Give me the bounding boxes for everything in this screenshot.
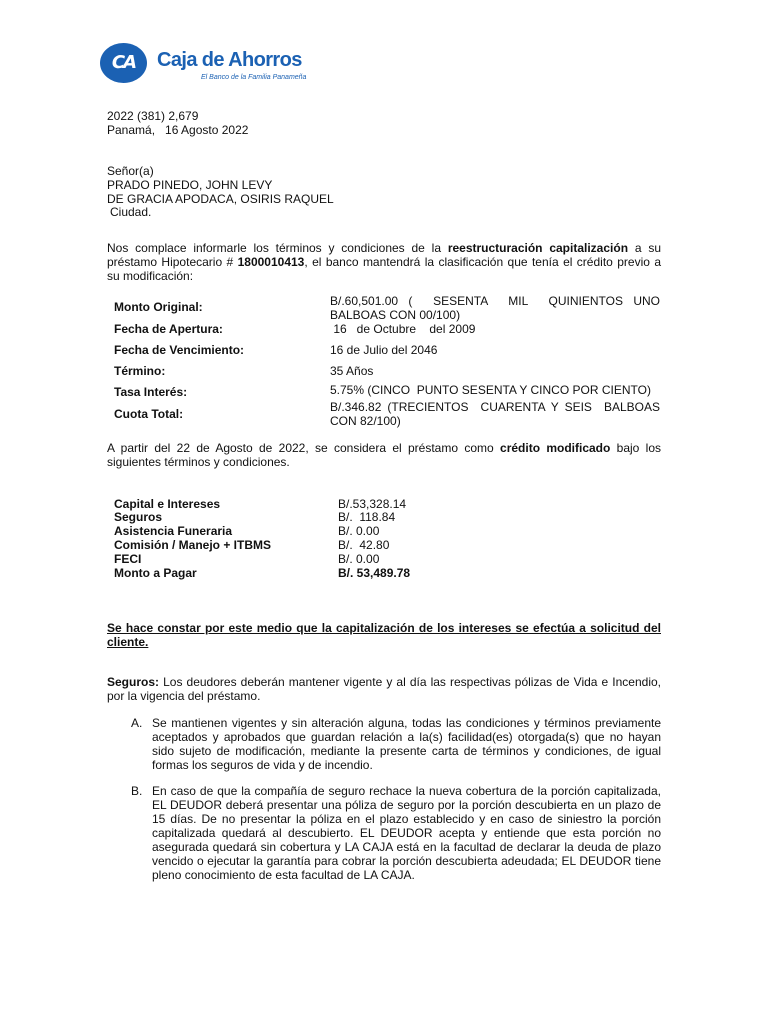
term-value: 16 de Julio del 2046: [330, 343, 438, 357]
insurance-paragraph: Seguros: Los deudores deberán mantener vigente y al día las respectivas pólizas de Vida e Incendio, por la vigencia del préstamo.: [107, 675, 661, 703]
term-value: 5.75% (CINCO PUNTO SESENTA Y CINCO POR CIENTO): [330, 383, 651, 397]
reference-number: 2022 (381) 2,679: [107, 109, 199, 123]
term-label: Tasa Interés:: [114, 385, 188, 399]
clause-marker: A.: [131, 716, 143, 730]
term-label: Monto Original:: [114, 300, 203, 314]
breakdown-label: FECI: [114, 552, 142, 566]
bank-tagline: El Banco de la Familia Panameña: [201, 74, 307, 81]
breakdown-value: B/. 42.80: [338, 538, 390, 552]
clause-text: Se mantienen vigentes y sin alteración alguna, todas las condiciones y términos previamente aceptados y aprobados que guardan relación a la(s) facilidad(es) otorgada(s) que no hayan sido sujeto de modificación, mediante la presente carta de términos y condiciones, de igual formas los seguros de vida y de incendio.: [152, 716, 661, 772]
breakdown-value: B/.53,328.14: [338, 497, 407, 511]
logo-monogram: CA: [100, 43, 147, 83]
breakdown-label: Seguros: [114, 510, 163, 524]
salutation: Señor(a): [107, 164, 154, 178]
letter-date: Panamá, 16 Agosto 2022: [107, 123, 249, 137]
clause-text: En caso de que la compañía de seguro rechace la nueva cobertura de la porción capitalizada, EL DEUDOR deberá presentar una póliza de seguro por la porción descubierta en un plazo de 15 días. De no presentar la póliza en el plazo establecido y en caso de siniestro la porción capitalizada quedará al descubierto. EL DEUDOR acepta y entiende que esta porción no asegurada quedará sin cobertura y LA CAJA está en la facultad de declarar la deuda de plazo vencido o ejecutar la garantía para cobrar la porción descubierta adeudada; EL DEUDOR tiene pleno conocimiento de esta facultad de LA CAJA.: [152, 784, 661, 882]
recipient-name-2: DE GRACIA APODACA, OSIRIS RAQUEL: [107, 192, 334, 206]
term-label: Fecha de Vencimiento:: [114, 343, 245, 357]
term-label: Fecha de Apertura:: [114, 322, 223, 336]
term-value: 16 de Octubre del 2009: [330, 322, 476, 336]
modified-credit-paragraph: A partir del 22 de Agosto de 2022, se considera el préstamo como crédito modificado bajo los siguientes términos y condiciones.: [107, 441, 662, 469]
term-value: B/.346.82 (TRECIENTOS CUARENTA Y SEIS BALBOAS CON 82/100): [330, 400, 664, 428]
breakdown-value: B/. 118.84: [338, 510, 396, 524]
breakdown-total: B/. 53,489.78: [338, 566, 411, 580]
breakdown-label: Comisión / Manejo + ITBMS: [114, 538, 272, 552]
breakdown-label: Monto a Pagar: [114, 566, 197, 580]
term-value: 35 Años: [330, 364, 374, 378]
breakdown-label: Asistencia Funeraria: [114, 524, 233, 538]
capitalization-notice: Se hace constar por este medio que la capitalización de los intereses se efectúa a solicitud del cliente.: [107, 621, 661, 649]
bank-logo: [100, 43, 360, 93]
breakdown-label: Capital e Intereses: [114, 497, 221, 511]
term-label: Término:: [114, 364, 166, 378]
bank-name: Caja de Ahorros: [157, 49, 302, 71]
clause-marker: B.: [131, 784, 143, 798]
term-value: B/.60,501.00 ( SESENTA MIL QUINIENTOS UNO BALBOAS CON 00/100): [330, 294, 664, 322]
term-label: Cuota Total:: [114, 407, 184, 421]
breakdown-value: B/. 0.00: [338, 524, 380, 538]
intro-paragraph: Nos complace informarle los términos y condiciones de la reestructuración capitalización a su préstamo Hipotecario # 1800010413, el banco mantendrá la clasificación que tenía el crédito previo a su modificación:: [107, 241, 662, 283]
recipient-name-1: PRADO PINEDO, JOHN LEVY: [107, 178, 273, 192]
breakdown-value: B/. 0.00: [338, 552, 380, 566]
recipient-city: Ciudad.: [110, 205, 152, 219]
